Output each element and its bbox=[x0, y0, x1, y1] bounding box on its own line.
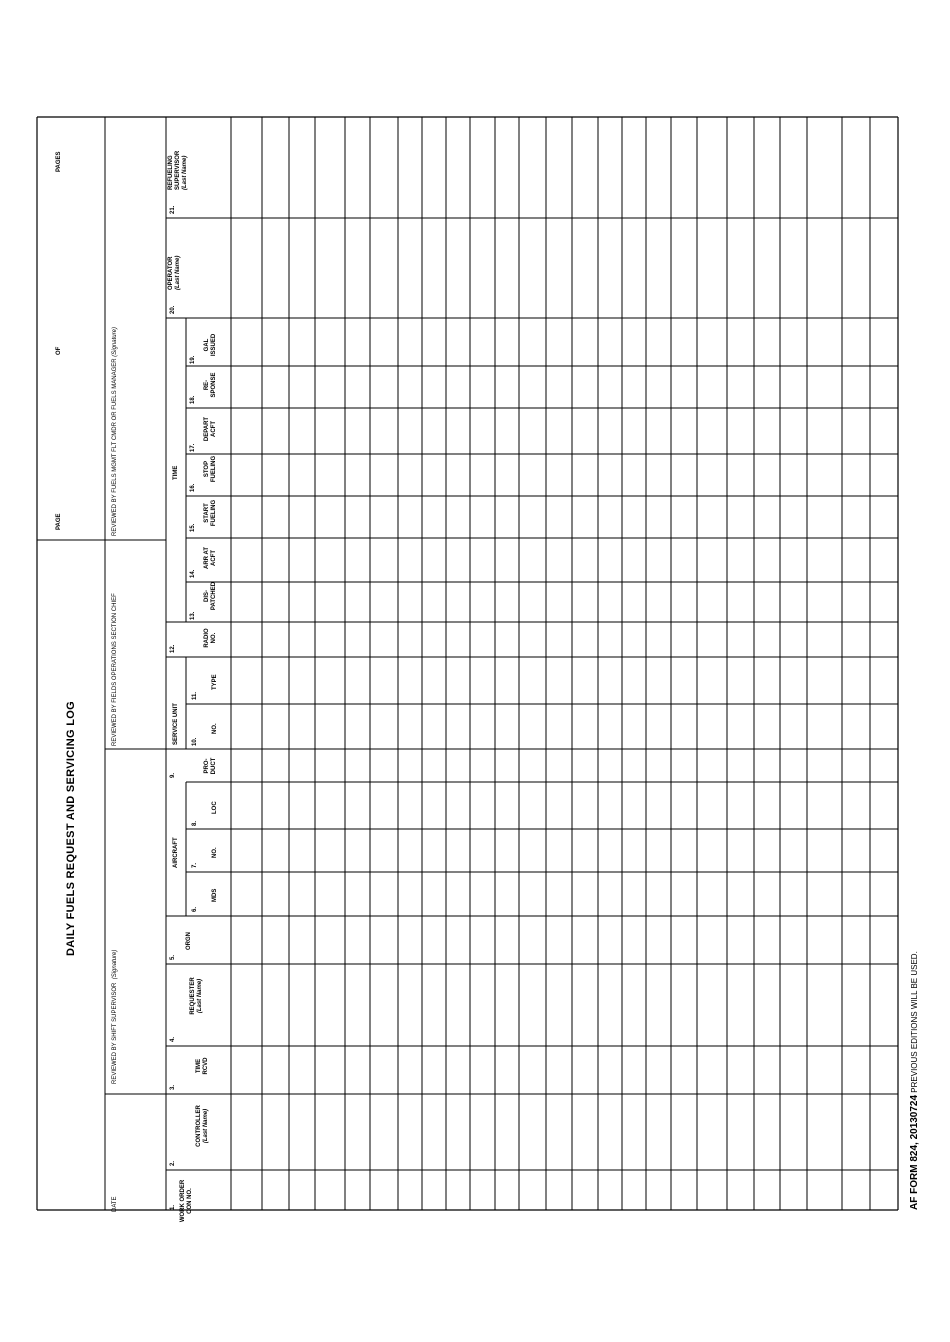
col-4-sub: (Last Name) bbox=[197, 978, 203, 1014]
col-2-num: 2. bbox=[170, 1160, 176, 1166]
col-11-num: 11. bbox=[192, 691, 198, 700]
col-19-label: GAL ISSUED bbox=[204, 333, 217, 357]
col-16-num: 16. bbox=[190, 483, 196, 492]
col-2-label bbox=[196, 1096, 210, 1156]
col-14-num: 14. bbox=[190, 569, 196, 578]
col-1-label: WORK ORDER CON NO. bbox=[180, 1179, 193, 1223]
col-10-num: 10. bbox=[192, 737, 198, 746]
form-title: DAILY FUELS REQUEST AND SERVICING LOG bbox=[65, 701, 77, 956]
col-18-label: RE- SPONSE bbox=[204, 372, 217, 398]
group-aircraft: AIRCRAFT bbox=[173, 837, 179, 868]
col-4-num: 4. bbox=[170, 1036, 176, 1042]
footer-form-id: AF FORM 824, 20130724 bbox=[909, 1094, 920, 1210]
reviewed-fields-label: REVIEWED BY FIELDS OPERATIONS SECTION CHIEF bbox=[112, 593, 118, 746]
col-5-label: ORGN bbox=[186, 932, 192, 950]
col-18-num: 18. bbox=[190, 395, 196, 404]
col-17-label: DEPART ACFT bbox=[204, 416, 217, 442]
col-15-num: 15. bbox=[190, 523, 196, 532]
col-7-num: 7. bbox=[192, 862, 198, 868]
reviewed-mgmt-text: REVIEWED BY FUELS MGMT FLT CMDR OR FUELS MANAGER bbox=[112, 358, 118, 536]
page-label: PAGE bbox=[56, 513, 62, 530]
col-12-label: RADIO NO. bbox=[204, 628, 217, 648]
col-20-label bbox=[168, 230, 182, 290]
col-1-num: 1. bbox=[170, 1204, 176, 1210]
col-20-title: OPERATOR bbox=[168, 256, 174, 290]
col-13-label: DIS- PATCHED bbox=[204, 581, 217, 611]
col-7-label: NO. bbox=[212, 847, 218, 858]
reviewed-shift-text: REVIEWED BY SHIFT SUPERVISOR bbox=[112, 982, 118, 1084]
col-19-num: 19. bbox=[190, 355, 196, 364]
col-21-label bbox=[168, 120, 189, 190]
reviewed-mgmt-sig: (Signature) bbox=[112, 327, 118, 357]
col-17-num: 17. bbox=[190, 443, 196, 452]
col-9-label: PRO- DUCT bbox=[204, 757, 217, 775]
col-21-sub: (Last Name) bbox=[182, 155, 188, 190]
col-21-num: 21. bbox=[170, 205, 176, 214]
col-8-label: LOC bbox=[212, 801, 218, 814]
col-6-label: MDS bbox=[212, 888, 218, 902]
reviewed-mgmt-label bbox=[112, 327, 118, 536]
group-service-unit: SERVICE UNIT bbox=[173, 703, 179, 745]
col-10-label: NO. bbox=[212, 723, 218, 734]
col-3-label: TIME RCVD bbox=[196, 1057, 209, 1075]
col-2-title: CONTROLLER bbox=[196, 1105, 202, 1147]
col-13-num: 13. bbox=[190, 611, 196, 620]
col-15-label: START FUELING bbox=[204, 499, 217, 527]
footer-note: PREVIOUS EDITIONS WILL BE USED. bbox=[910, 951, 919, 1093]
group-time: TIME bbox=[173, 465, 179, 480]
col-2-sub: (Last Name) bbox=[203, 1108, 209, 1144]
col-20-num: 20. bbox=[170, 305, 176, 314]
of-label: OF bbox=[56, 346, 62, 355]
col-11-label: TYPE bbox=[212, 674, 218, 690]
col-4-title: REQUESTER bbox=[190, 977, 196, 1015]
col-16-label: STOP FUELING bbox=[204, 455, 217, 483]
col-9-num: 9. bbox=[170, 772, 176, 778]
col-14-label: ARR AT ACFT bbox=[204, 547, 217, 569]
col-4-label bbox=[190, 966, 204, 1026]
col-12-num: 12. bbox=[170, 644, 176, 653]
reviewed-shift-sig: (Signature) bbox=[112, 949, 118, 980]
col-8-num: 8. bbox=[192, 820, 198, 826]
col-6-num: 6. bbox=[192, 906, 198, 912]
reviewed-shift-label bbox=[112, 950, 118, 1084]
col-3-num: 3. bbox=[170, 1084, 176, 1090]
pages-label: PAGES bbox=[56, 151, 62, 172]
col-20-sub: (Last Name) bbox=[175, 255, 181, 290]
col-5-num: 5. bbox=[170, 954, 176, 960]
date-label: DATE bbox=[112, 1196, 118, 1212]
form-footer bbox=[910, 951, 920, 1210]
col-21-title: REFUELING SUPERVISOR bbox=[168, 150, 181, 190]
